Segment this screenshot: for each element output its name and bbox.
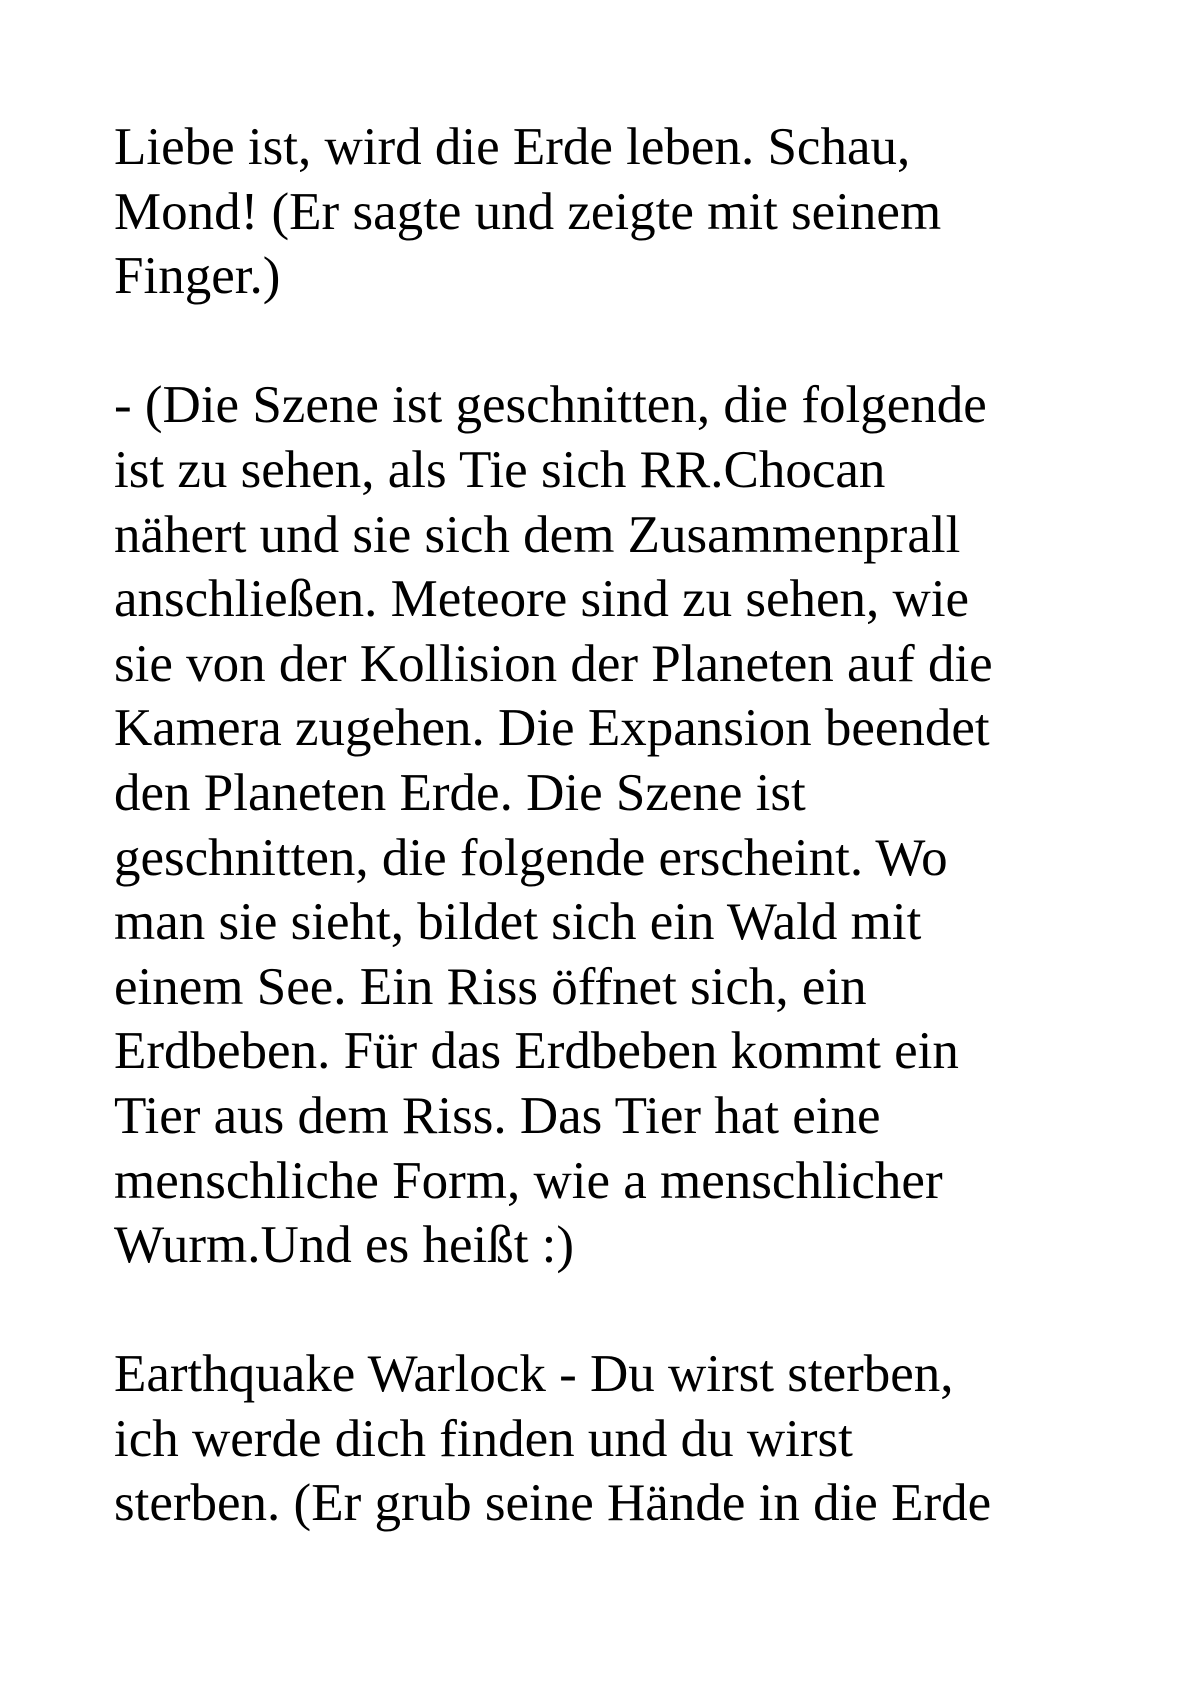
text-line: sie von der Kollision der Planeten auf die: [114, 634, 993, 693]
text-line: den Planeten Erde. Die Szene ist: [114, 763, 806, 822]
text-line: Finger.): [114, 247, 281, 306]
text-line: Liebe ist, wird die Erde leben. Schau,: [114, 118, 911, 176]
paragraph-3: [114, 1342, 1074, 1536]
text-line: anschließen. Meteore sind zu sehen, wie: [114, 570, 970, 629]
text-line: ist zu sehen, als Tie sich RR.Chocan: [114, 440, 886, 499]
text-line: Mond! (Er sagte und zeigte mit seinem: [114, 182, 942, 241]
text-line: menschliche Form, wie a menschlicher: [114, 1151, 943, 1210]
text-line: nähert und sie sich dem Zusammenprall: [114, 505, 961, 564]
paragraph-1: [114, 115, 1074, 309]
document-body: [114, 115, 1074, 1536]
paragraph-2: [114, 373, 1074, 1277]
text-line: - (Die Szene ist geschnitten, die folgende: [114, 376, 987, 435]
text-line: Kamera zugehen. Die Expansion beendet: [114, 699, 990, 758]
text-line: einem See. Ein Riss öffnet sich, ein: [114, 957, 867, 1016]
text-line: geschnitten, die folgende erscheint. Wo: [114, 828, 948, 887]
text-line: ich werde dich finden und du wirst: [114, 1409, 853, 1468]
paragraph-spacer: [114, 1278, 1074, 1343]
text-line: Wurm.Und es heißt :): [114, 1216, 575, 1275]
text-line: Tier aus dem Riss. Das Tier hat eine: [114, 1086, 881, 1145]
text-line: Erdbeben. Für das Erdbeben kommt ein: [114, 1022, 959, 1081]
text-line: sterben. (Er grub seine Hände in die Erde: [114, 1474, 992, 1533]
text-line: Earthquake Warlock - Du wirst sterben,: [114, 1345, 954, 1404]
paragraph-spacer: [114, 309, 1074, 374]
text-line: man sie sieht, bildet sich ein Wald mit: [114, 893, 922, 952]
